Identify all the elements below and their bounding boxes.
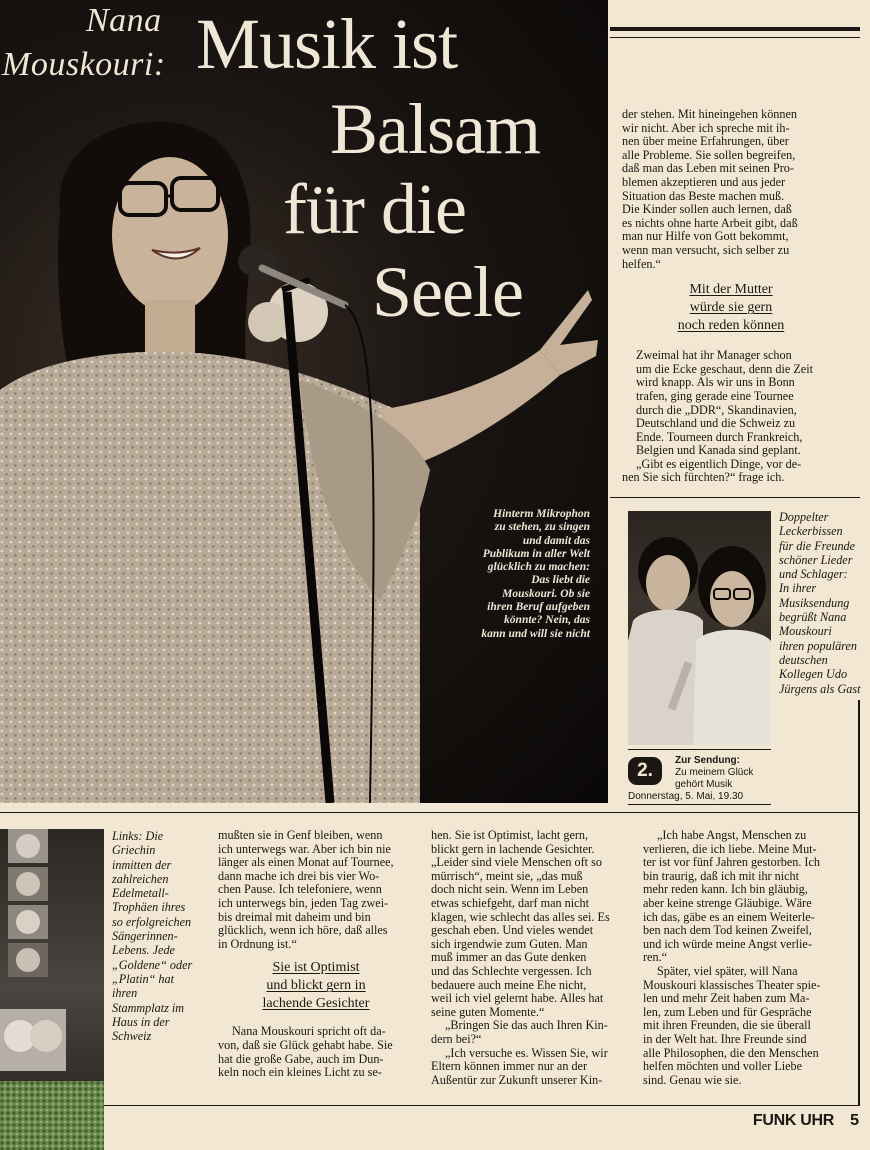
right-p2: Zweimal hat ihr Manager schon um die Ecke geschaut, denn die Zeit wird knapp. Als wir uns in Bonn trafen, ging gerade eine Tournee durch die „DDR“, Skandinavien, Deutschland und die Schweiz zu Ende. Tourneen durch Frankreich, Belgien und Kanada sind geplant. (636, 348, 813, 458)
right-p1: der stehen. Mit hineingehen können wir nicht. Aber ich spreche mit ih- nen über meine Erfahrungen, über alle Probleme. Sie sollen begreifen, daß man das Leben mit seinen Pro- blemen akzeptieren und aus jeder Situation das Beste machen muß. Die Kinder sollen auch lernen, daß es nichts ohne harte Arbeit gibt, daß man nur Hilfe von Gott bekommt, wenn man versucht, sich selber zu helfen.“ (622, 107, 798, 271)
right-column (622, 108, 840, 485)
hero-photo (0, 0, 608, 803)
bottom-column-3 (643, 829, 841, 1087)
bottom-column-1 (218, 829, 414, 1080)
col2-p1: hen. Sie ist Optimist, lacht gern, blickt gern in lachende Gesichter. „Leider sind viele Menschen oft so mürrisch“, meint sie, „das muß doch nicht sein. Wenn im Leben etwas schiefgeht, darf man nicht klagen, wie schlecht das alles sei. Es geschah eben. Und vieles wendet sich irgendwie zum Guten. Man muß immer an das Gute denken und das Schlechte vergessen. Ich bedauere auch meine Ehe nicht, weil ich viel gelernt habe. Alles hat seine guten Momente.“ (431, 828, 610, 1019)
headline-line-1: Musik ist (196, 4, 458, 84)
col1-subhead: Sie ist Optimist und blickt gern in lachende Gesichter (262, 960, 370, 1012)
sendung-title-1: Zu meinem Glück (675, 767, 754, 778)
kicker-line-1: Nana (86, 2, 162, 39)
col1-p1: mußten sie in Genf bleiben, wenn ich unterwegs war. Aber ich bin nie länger als einen Monat auf Tournee, dann mache ich drei bis vier Wo- chen Pause. Ich telefoniere, wenn ich unterwegs bin, jeden Tag zwei- bis dreimal mit daheim und bin glücklich, wenn ich höre, daß alles in Ordnung ist.“ (218, 828, 394, 951)
headline-line-2: Balsam (330, 89, 540, 169)
sendung-rule (628, 749, 771, 750)
hero-caption: Hinterm Mikrophon zu stehen, zu singen und damit das Publikum in aller Welt glücklich zu machen: Das liebt die Mouskouri. Ob sie ihren Beruf aufgeben könnte? Nein, das kann und will sie nicht (481, 508, 590, 640)
headline-line-4: Seele (372, 252, 523, 332)
trophy-caption: Links: Die Griechin inmitten der zahlreichen Edelmetall- Trophäen ihres so erfolgreichen Sängerinnen- Lebens. Jede „Goldene“ oder „Platin“ hat ihren Stammplatz im Haus in der Schweiz (112, 829, 193, 1044)
headline-line-3: für die (283, 169, 466, 249)
trophy-photo (0, 829, 104, 1150)
top-rule (610, 27, 860, 31)
right-subhead: Mit der Mutter würde sie gern noch reden können (677, 282, 785, 334)
duo-illustration (628, 511, 771, 745)
page-number: 5 (850, 1112, 859, 1129)
trophy-illustration (0, 829, 104, 1150)
col2-p3: „Ich versuche es. Wissen Sie, wir Eltern können immer nur an der Außentür zur Zukunft unserer Kin- (431, 1045, 608, 1087)
top-rule-thin (610, 37, 860, 38)
right-edge-rule (858, 700, 860, 1105)
col3-p2: Später, viel später, will Nana Mouskouri klassisches Theater spie- len und mehr Zeit haben zum Ma- len, zum Leben und für Gespräche mit ihren Freunden, die sie überall in der Welt hat. Ihre Freunde sind alle Philosophen, die den Menschen helfen möchten und voller Liebe sind. Genau wie sie. (643, 963, 821, 1087)
sendung-bottom-rule (628, 804, 771, 805)
bottom-column-2 (431, 829, 627, 1087)
right-divider (610, 497, 860, 498)
footer-rule (104, 1105, 860, 1106)
col1-p2: Nana Mouskouri spricht oft da- von, daß sie Glück gehabt habe. Sie hat die große Gabe, auch im Dun- keln noch ein kleines Licht zu se- (218, 1024, 393, 1080)
right-p3: „Gibt es eigentlich Dinge, vor de- nen Sie sich fürchten?“ frage ich. (622, 456, 802, 485)
duo-photo (628, 511, 771, 745)
tv-channel-badge: 2. (628, 757, 662, 785)
sendung-date: Donnerstag, 5. Mai, 19.30 (628, 791, 744, 802)
col3-p1: „Ich habe Angst, Menschen zu verlieren, die ich liebe. Meine Mut- ter ist vor fünf Jahren gestorben. Ich bin traurig, daß ich mit ihr nicht mehr reden kann. Ich bin gläubig, aber keine strenge Gläubige. Wäre ich das, gäbe es an einem Weiterle- ben nach dem Tod keinen Zweifel, und ich würde meine Angst verlie- ren.“ (643, 828, 820, 965)
kicker-line-2: Mouskouri: (2, 46, 166, 83)
magazine-brand: FUNK UHR (752, 1112, 834, 1129)
duo-caption: Doppelter Leckerbissen für die Freunde schöner Lieder und Schlager: In ihrer Musiksendung begrüßt Nana Mouskouri ihren populären deutschen Kollegen Udo Jürgens als Gast (779, 510, 861, 696)
sendung-title-2: gehört Musik (675, 779, 733, 790)
hero-bottom-rule (0, 812, 860, 813)
col2-p2: „Bringen Sie das auch Ihren Kin- dern bei?“ (431, 1018, 608, 1046)
sendung-label: Zur Sendung: (675, 755, 740, 766)
